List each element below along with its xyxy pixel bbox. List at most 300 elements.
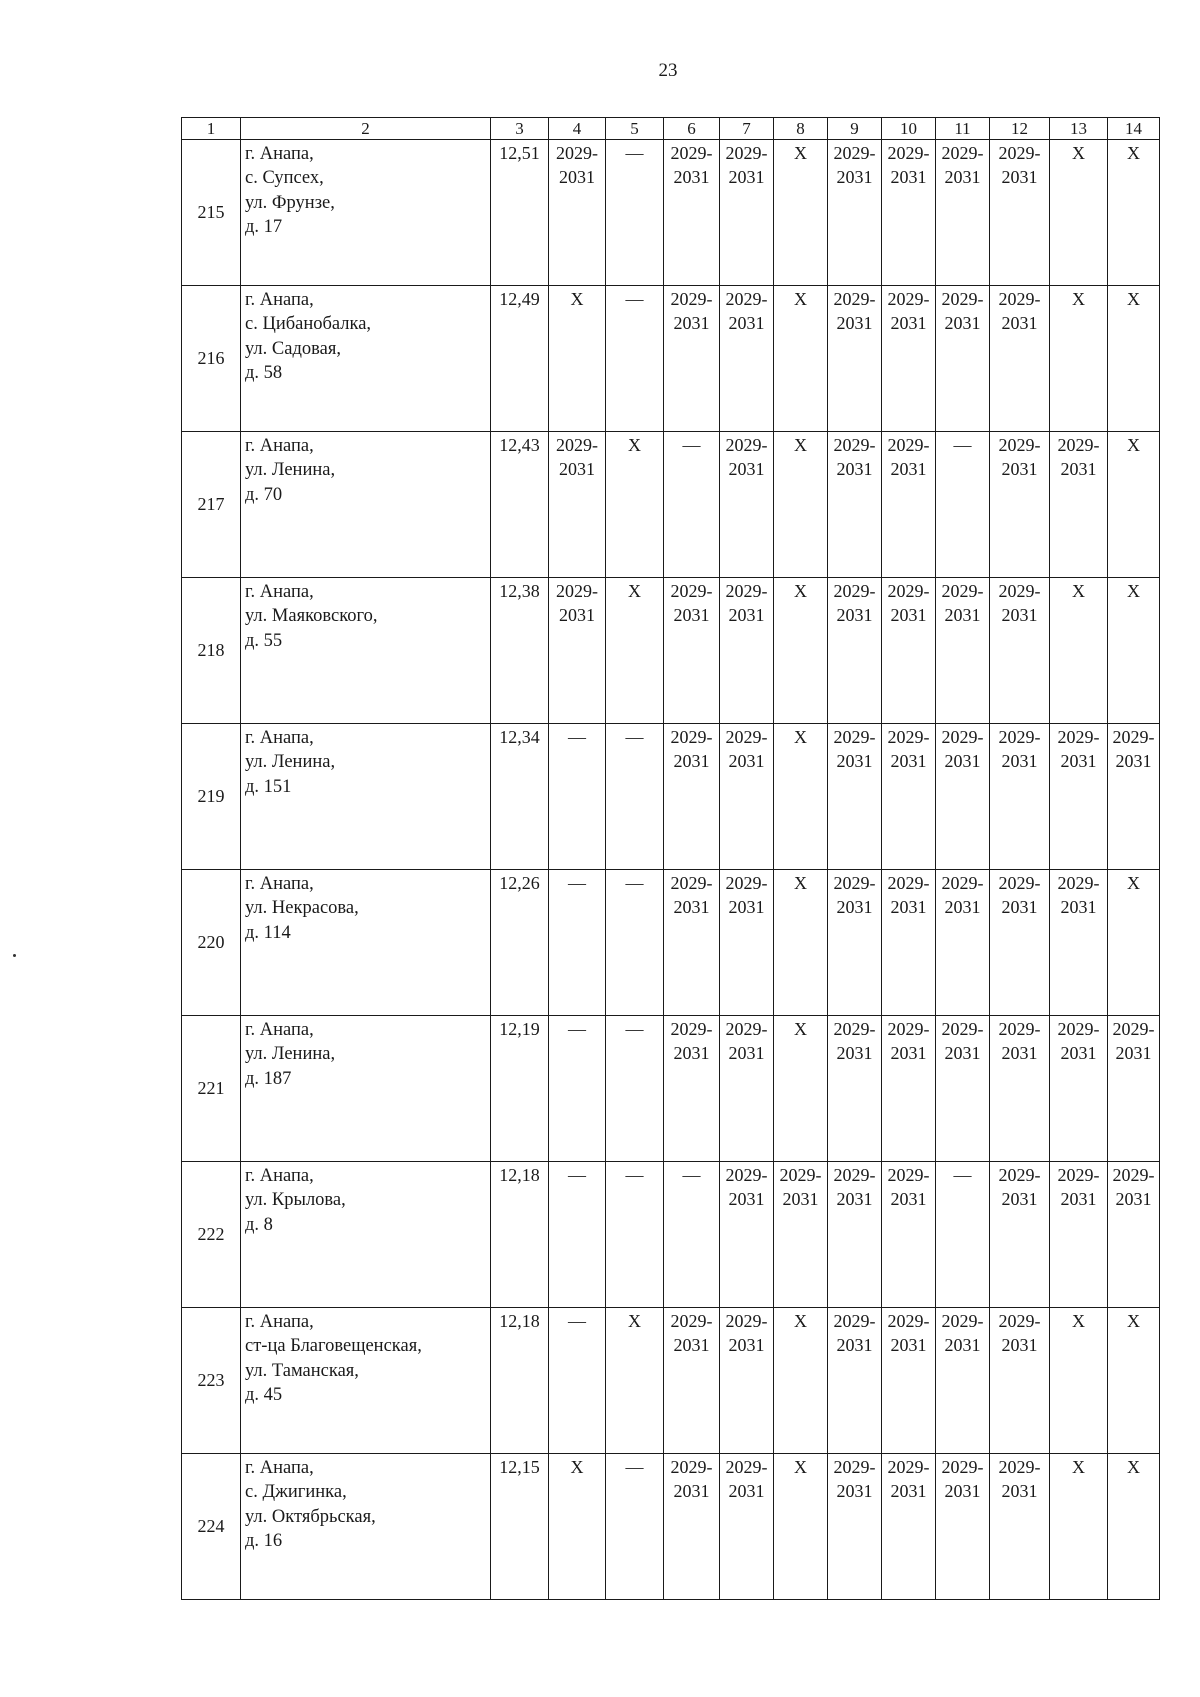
address-line: г. Анапа, bbox=[245, 874, 314, 894]
schedule-cell bbox=[1108, 1454, 1160, 1600]
schedule-value: 2031 bbox=[836, 1334, 873, 1355]
row-number: 219 bbox=[182, 724, 241, 870]
table-row bbox=[182, 578, 1160, 724]
schedule-cell bbox=[774, 1016, 828, 1162]
schedule-value: — bbox=[625, 143, 644, 163]
address-line: г. Анапа, bbox=[245, 1312, 314, 1332]
schedule-value: 2029- bbox=[670, 1457, 713, 1477]
address-line: д. 114 bbox=[245, 922, 291, 943]
schedule-value: 2031 bbox=[944, 312, 981, 333]
area-value: 12,51 bbox=[491, 140, 549, 286]
row-number: 221 bbox=[182, 1016, 241, 1162]
table-row bbox=[182, 1162, 1160, 1308]
schedule-value: 2031 bbox=[673, 750, 710, 771]
address-line: д. 70 bbox=[245, 484, 283, 505]
schedule-value: 2029- bbox=[998, 1457, 1041, 1477]
schedule-value: 2031 bbox=[1001, 166, 1038, 187]
address-line: г. Анапа, bbox=[245, 728, 314, 748]
area-value: 12,38 bbox=[491, 578, 549, 724]
address-line: с. Джигинка, bbox=[245, 1482, 347, 1503]
schedule-cell bbox=[1108, 286, 1160, 432]
schedule-cell bbox=[549, 140, 606, 286]
schedule-value: 2031 bbox=[944, 1480, 981, 1501]
schedule-cell bbox=[606, 870, 664, 1016]
schedule-value: 2029- bbox=[833, 581, 876, 601]
schedule-value: 2031 bbox=[673, 312, 710, 333]
schedule-value: 2029- bbox=[725, 873, 768, 893]
schedule-value: Х bbox=[794, 873, 807, 893]
schedule-value: Х bbox=[1072, 581, 1085, 601]
schedule-cell bbox=[720, 432, 774, 578]
schedule-cell bbox=[774, 724, 828, 870]
schedule-cell bbox=[549, 286, 606, 432]
schedule-value: 2029- bbox=[941, 727, 984, 747]
schedule-value: 2031 bbox=[728, 1042, 765, 1063]
schedule-value: 2029- bbox=[1057, 435, 1100, 455]
row-number: 224 bbox=[182, 1454, 241, 1600]
address-line: ул. Некрасова, bbox=[245, 898, 359, 919]
address-cell bbox=[241, 1016, 491, 1162]
schedule-cell bbox=[1108, 1016, 1160, 1162]
schedule-value: — bbox=[568, 1019, 586, 1039]
schedule-value: — bbox=[682, 1165, 701, 1185]
schedule-cell bbox=[1108, 140, 1160, 286]
row-number: 216 bbox=[182, 286, 241, 432]
schedule-value: 2031 bbox=[890, 896, 927, 917]
schedule-cell bbox=[936, 724, 990, 870]
schedule-value: 2031 bbox=[944, 1334, 981, 1355]
schedule-value: 2031 bbox=[728, 312, 765, 333]
schedule-value: — bbox=[953, 1165, 972, 1185]
row-number: 223 bbox=[182, 1308, 241, 1454]
schedule-cell bbox=[549, 1016, 606, 1162]
schedule-value: 2029- bbox=[833, 1311, 876, 1331]
schedule-value: 2029- bbox=[833, 1165, 876, 1185]
schedule-value: 2029- bbox=[556, 143, 598, 163]
schedule-cell bbox=[774, 1454, 828, 1600]
schedule-cell bbox=[549, 1308, 606, 1454]
schedule-value: 2031 bbox=[559, 458, 595, 479]
schedule-cell bbox=[828, 578, 882, 724]
table-row bbox=[182, 870, 1160, 1016]
schedule-value: 2031 bbox=[728, 166, 765, 187]
schedule-value: 2029- bbox=[670, 727, 713, 747]
schedule-cell bbox=[990, 432, 1050, 578]
schedule-value: 2031 bbox=[890, 1480, 927, 1501]
schedule-value: 2031 bbox=[728, 1188, 765, 1209]
address-line: ул. Ленина, bbox=[245, 460, 336, 481]
schedule-value: 2029- bbox=[1057, 1019, 1100, 1039]
schedule-value: 2031 bbox=[673, 1334, 710, 1355]
schedule-cell bbox=[606, 578, 664, 724]
schedule-value: 2029- bbox=[1112, 1019, 1155, 1039]
column-header: 2 bbox=[241, 118, 491, 140]
schedule-value: 2031 bbox=[1115, 1188, 1152, 1209]
schedule-value: — bbox=[625, 1165, 644, 1185]
schedule-value: Х bbox=[1072, 289, 1085, 309]
schedule-value: 2029- bbox=[887, 1165, 930, 1185]
schedule-value: Х bbox=[1127, 873, 1140, 893]
schedule-value: 2029- bbox=[941, 873, 984, 893]
address-line: д. 16 bbox=[245, 1531, 283, 1552]
schedule-cell bbox=[664, 432, 720, 578]
table-row bbox=[182, 1016, 1160, 1162]
schedule-value: 2031 bbox=[728, 1334, 765, 1355]
schedule-value: 2029- bbox=[556, 581, 598, 601]
schedule-cell bbox=[990, 1162, 1050, 1308]
column-header: 3 bbox=[491, 118, 549, 140]
schedule-value: 2031 bbox=[559, 166, 595, 187]
schedule-value: Х bbox=[794, 727, 807, 747]
address-line: с. Супсех, bbox=[245, 168, 324, 189]
schedule-value: 2029- bbox=[941, 1311, 984, 1331]
schedule-cell bbox=[936, 1454, 990, 1600]
area-value: 12,43 bbox=[491, 432, 549, 578]
schedule-cell bbox=[720, 1454, 774, 1600]
schedule-cell bbox=[990, 1308, 1050, 1454]
schedule-value: — bbox=[568, 727, 586, 747]
schedule-cell bbox=[549, 1162, 606, 1308]
schedule-value: 2031 bbox=[1001, 458, 1038, 479]
schedule-value: 2029- bbox=[998, 873, 1041, 893]
schedule-value: 2029- bbox=[833, 1019, 876, 1039]
schedule-cell bbox=[664, 870, 720, 1016]
schedule-value: 2029- bbox=[887, 1311, 930, 1331]
schedule-cell bbox=[882, 578, 936, 724]
row-number: 218 bbox=[182, 578, 241, 724]
schedule-value: 2031 bbox=[1001, 1334, 1038, 1355]
schedule-value: Х bbox=[628, 581, 641, 601]
schedule-value: 2031 bbox=[728, 896, 765, 917]
schedule-value: 2029- bbox=[670, 581, 713, 601]
table-row bbox=[182, 140, 1160, 286]
address-line: г. Анапа, bbox=[245, 1020, 314, 1040]
schedule-cell bbox=[990, 1454, 1050, 1600]
address-cell bbox=[241, 578, 491, 724]
schedule-value: 2031 bbox=[890, 750, 927, 771]
schedule-value: 2029- bbox=[725, 727, 768, 747]
schedule-value: Х bbox=[1127, 1311, 1140, 1331]
schedule-value: 2031 bbox=[1115, 1042, 1152, 1063]
address-cell bbox=[241, 1308, 491, 1454]
area-value: 12,15 bbox=[491, 1454, 549, 1600]
schedule-value: Х bbox=[1072, 1311, 1085, 1331]
schedule-value: 2031 bbox=[782, 1188, 819, 1209]
schedule-value: 2031 bbox=[890, 604, 927, 625]
address-line: д. 45 bbox=[245, 1385, 283, 1406]
schedule-cell bbox=[828, 724, 882, 870]
schedule-cell bbox=[549, 870, 606, 1016]
schedule-value: Х bbox=[1072, 143, 1085, 163]
schedule-value: 2029- bbox=[779, 1165, 822, 1185]
schedule-value: — bbox=[682, 435, 701, 455]
address-cell bbox=[241, 1162, 491, 1308]
schedule-value: 2029- bbox=[887, 1457, 930, 1477]
schedule-value: 2029- bbox=[725, 435, 768, 455]
address-line: ул. Крылова, bbox=[245, 1190, 346, 1211]
schedule-value: 2031 bbox=[1001, 604, 1038, 625]
schedule-cell bbox=[664, 1308, 720, 1454]
schedule-value: 2029- bbox=[1057, 1165, 1100, 1185]
schedule-value: 2031 bbox=[728, 1480, 765, 1501]
area-value: 12,34 bbox=[491, 724, 549, 870]
schedule-cell bbox=[936, 1308, 990, 1454]
schedule-value: Х bbox=[794, 1019, 807, 1039]
schedule-cell bbox=[606, 140, 664, 286]
schedule-value: 2031 bbox=[1001, 750, 1038, 771]
schedule-cell bbox=[1108, 1308, 1160, 1454]
schedule-cell bbox=[1050, 724, 1108, 870]
schedule-cell bbox=[828, 432, 882, 578]
schedule-value: 2029- bbox=[833, 1457, 876, 1477]
schedule-value: 2029- bbox=[941, 289, 984, 309]
schedule-value: 2029- bbox=[1057, 873, 1100, 893]
schedule-value: 2031 bbox=[944, 1042, 981, 1063]
address-line: д. 17 bbox=[245, 217, 283, 238]
schedule-value: 2029- bbox=[998, 1311, 1041, 1331]
schedule-value: 2031 bbox=[1001, 1188, 1038, 1209]
table-row bbox=[182, 286, 1160, 432]
row-number: 220 bbox=[182, 870, 241, 1016]
row-number: 222 bbox=[182, 1162, 241, 1308]
column-header: 4 bbox=[549, 118, 606, 140]
schedule-value: 2031 bbox=[890, 1188, 927, 1209]
schedule-cell bbox=[936, 578, 990, 724]
schedule-cell bbox=[1108, 432, 1160, 578]
schedule-cell bbox=[664, 1162, 720, 1308]
address-line: г. Анапа, bbox=[245, 144, 314, 164]
schedule-cell bbox=[828, 140, 882, 286]
schedule-value: 2029- bbox=[887, 1019, 930, 1039]
row-number: 217 bbox=[182, 432, 241, 578]
schedule-cell bbox=[774, 1308, 828, 1454]
schedule-value: 2029- bbox=[670, 289, 713, 309]
schedule-cell bbox=[606, 286, 664, 432]
schedule-cell bbox=[720, 1308, 774, 1454]
address-cell bbox=[241, 724, 491, 870]
schedule-cell bbox=[882, 1162, 936, 1308]
schedule-value: 2029- bbox=[998, 581, 1041, 601]
schedule-value: Х bbox=[794, 289, 807, 309]
schedule-value: 2029- bbox=[670, 1019, 713, 1039]
schedule-value: — bbox=[568, 1165, 586, 1185]
schedule-cell bbox=[828, 1454, 882, 1600]
schedule-value: 2029- bbox=[670, 873, 713, 893]
column-header: 12 bbox=[990, 118, 1050, 140]
schedule-cell bbox=[606, 1162, 664, 1308]
address-line: г. Анапа, bbox=[245, 582, 314, 602]
schedule-value: 2031 bbox=[944, 604, 981, 625]
schedule-cell bbox=[606, 1454, 664, 1600]
schedule-value: 2031 bbox=[1060, 896, 1097, 917]
table-body bbox=[182, 140, 1160, 1600]
schedule-cell bbox=[549, 1454, 606, 1600]
table-row bbox=[182, 1454, 1160, 1600]
schedule-value: 2029- bbox=[725, 1457, 768, 1477]
schedule-cell bbox=[882, 1308, 936, 1454]
area-value: 12,18 bbox=[491, 1162, 549, 1308]
schedule-value: 2029- bbox=[941, 1457, 984, 1477]
schedule-value: 2031 bbox=[836, 604, 873, 625]
address-line: ул. Фрунзе, bbox=[245, 192, 335, 213]
schedule-cell bbox=[1050, 286, 1108, 432]
address-line: г. Анапа, bbox=[245, 436, 314, 456]
schedule-cell bbox=[720, 286, 774, 432]
schedule-value: 2029- bbox=[998, 143, 1041, 163]
schedule-value: 2029- bbox=[725, 1019, 768, 1039]
schedule-cell bbox=[990, 286, 1050, 432]
schedule-value: 2029- bbox=[998, 289, 1041, 309]
schedule-value: 2029- bbox=[1057, 727, 1100, 747]
scan-speck bbox=[13, 954, 16, 957]
schedule-value: 2031 bbox=[673, 166, 710, 187]
schedule-value: Х bbox=[628, 435, 641, 455]
table-row bbox=[182, 724, 1160, 870]
schedule-value: 2031 bbox=[944, 166, 981, 187]
schedule-value: 2031 bbox=[728, 604, 765, 625]
schedule-value: 2029- bbox=[887, 727, 930, 747]
schedule-value: — bbox=[953, 435, 972, 455]
schedule-value: Х bbox=[794, 143, 807, 163]
address-cell bbox=[241, 286, 491, 432]
schedule-cell bbox=[936, 1162, 990, 1308]
schedule-value: 2031 bbox=[944, 896, 981, 917]
schedule-value: 2029- bbox=[998, 1165, 1041, 1185]
schedule-value: 2029- bbox=[670, 143, 713, 163]
address-cell bbox=[241, 432, 491, 578]
schedule-cell bbox=[828, 1162, 882, 1308]
schedule-value: 2031 bbox=[1060, 458, 1097, 479]
schedule-cell bbox=[720, 1016, 774, 1162]
schedule-cell bbox=[882, 724, 936, 870]
schedule-cell bbox=[828, 1308, 882, 1454]
schedule-cell bbox=[664, 140, 720, 286]
schedule-value: 2029- bbox=[725, 1311, 768, 1331]
address-line: ул. Маяковского, bbox=[245, 606, 378, 627]
table-row bbox=[182, 1308, 1160, 1454]
address-line: д. 151 bbox=[245, 776, 292, 797]
schedule-value: Х bbox=[1072, 1457, 1085, 1477]
schedule-value: 2031 bbox=[1001, 1480, 1038, 1501]
schedule-cell bbox=[936, 286, 990, 432]
schedule-cell bbox=[774, 1162, 828, 1308]
schedule-value: 2029- bbox=[887, 873, 930, 893]
address-line: д. 8 bbox=[245, 1214, 273, 1235]
schedule-value: 2031 bbox=[728, 458, 765, 479]
schedule-cell bbox=[1050, 870, 1108, 1016]
schedule-cell bbox=[1050, 1308, 1108, 1454]
schedule-cell bbox=[828, 1016, 882, 1162]
column-header: 10 bbox=[882, 118, 936, 140]
schedule-cell bbox=[882, 1454, 936, 1600]
schedule-value: 2031 bbox=[1060, 1042, 1097, 1063]
schedule-value: 2029- bbox=[941, 581, 984, 601]
schedule-cell bbox=[882, 870, 936, 1016]
table-row bbox=[182, 432, 1160, 578]
schedule-value: 2031 bbox=[1001, 312, 1038, 333]
schedule-cell bbox=[882, 140, 936, 286]
schedule-value: 2031 bbox=[1001, 1042, 1038, 1063]
schedule-cell bbox=[606, 724, 664, 870]
schedule-cell bbox=[774, 140, 828, 286]
schedule-cell bbox=[1050, 1162, 1108, 1308]
schedule-value: 2029- bbox=[833, 435, 876, 455]
schedule-cell bbox=[828, 870, 882, 1016]
schedule-value: 2029- bbox=[887, 435, 930, 455]
column-header: 6 bbox=[664, 118, 720, 140]
column-header: 11 bbox=[936, 118, 990, 140]
schedule-cell bbox=[936, 432, 990, 578]
area-value: 12,19 bbox=[491, 1016, 549, 1162]
schedule-cell bbox=[549, 724, 606, 870]
schedule-value: Х bbox=[1127, 581, 1140, 601]
schedule-cell bbox=[774, 286, 828, 432]
schedule-value: 2029- bbox=[833, 143, 876, 163]
address-line: ул. Ленина, bbox=[245, 1044, 336, 1065]
schedule-value: Х bbox=[1127, 143, 1140, 163]
schedule-value: 2031 bbox=[1001, 896, 1038, 917]
schedule-value: 2029- bbox=[725, 143, 768, 163]
schedule-value: Х bbox=[794, 1457, 807, 1477]
schedule-cell bbox=[606, 1016, 664, 1162]
schedule-cell bbox=[936, 140, 990, 286]
schedule-value: Х bbox=[794, 1311, 807, 1331]
schedule-cell bbox=[720, 724, 774, 870]
schedule-cell bbox=[882, 1016, 936, 1162]
schedule-cell bbox=[664, 1016, 720, 1162]
schedule-value: 2031 bbox=[890, 312, 927, 333]
schedule-cell bbox=[1050, 432, 1108, 578]
schedule-value: 2029- bbox=[887, 143, 930, 163]
schedule-value: 2031 bbox=[890, 166, 927, 187]
schedule-cell bbox=[1050, 578, 1108, 724]
schedule-value: 2029- bbox=[725, 1165, 768, 1185]
address-line: д. 58 bbox=[245, 363, 283, 384]
schedule-cell bbox=[720, 1162, 774, 1308]
schedule-cell bbox=[828, 286, 882, 432]
address-line: д. 187 bbox=[245, 1068, 292, 1089]
schedule-cell bbox=[664, 286, 720, 432]
schedule-value: 2029- bbox=[887, 581, 930, 601]
schedule-value: 2029- bbox=[725, 289, 768, 309]
schedule-cell bbox=[664, 724, 720, 870]
column-header: 13 bbox=[1050, 118, 1108, 140]
schedule-value: 2031 bbox=[728, 750, 765, 771]
schedule-value: 2029- bbox=[556, 435, 598, 455]
schedule-cell bbox=[1108, 870, 1160, 1016]
area-value: 12,49 bbox=[491, 286, 549, 432]
schedule-value: 2029- bbox=[833, 289, 876, 309]
schedule-value: — bbox=[568, 873, 586, 893]
column-header: 1 bbox=[182, 118, 241, 140]
schedule-value: 2031 bbox=[836, 1480, 873, 1501]
schedule-value: 2031 bbox=[836, 896, 873, 917]
schedule-value: 2029- bbox=[1112, 1165, 1155, 1185]
address-line: ул. Ленина, bbox=[245, 752, 336, 773]
address-cell bbox=[241, 870, 491, 1016]
page-number: 23 bbox=[658, 60, 678, 81]
schedule-value: Х bbox=[794, 435, 807, 455]
schedule-cell bbox=[882, 286, 936, 432]
column-header: 14 bbox=[1108, 118, 1160, 140]
schedule-cell bbox=[1108, 724, 1160, 870]
column-header: 8 bbox=[774, 118, 828, 140]
schedule-cell bbox=[774, 870, 828, 1016]
schedule-cell bbox=[606, 1308, 664, 1454]
schedule-value: 2031 bbox=[836, 312, 873, 333]
schedule-value: 2031 bbox=[890, 1042, 927, 1063]
schedule-cell bbox=[936, 870, 990, 1016]
